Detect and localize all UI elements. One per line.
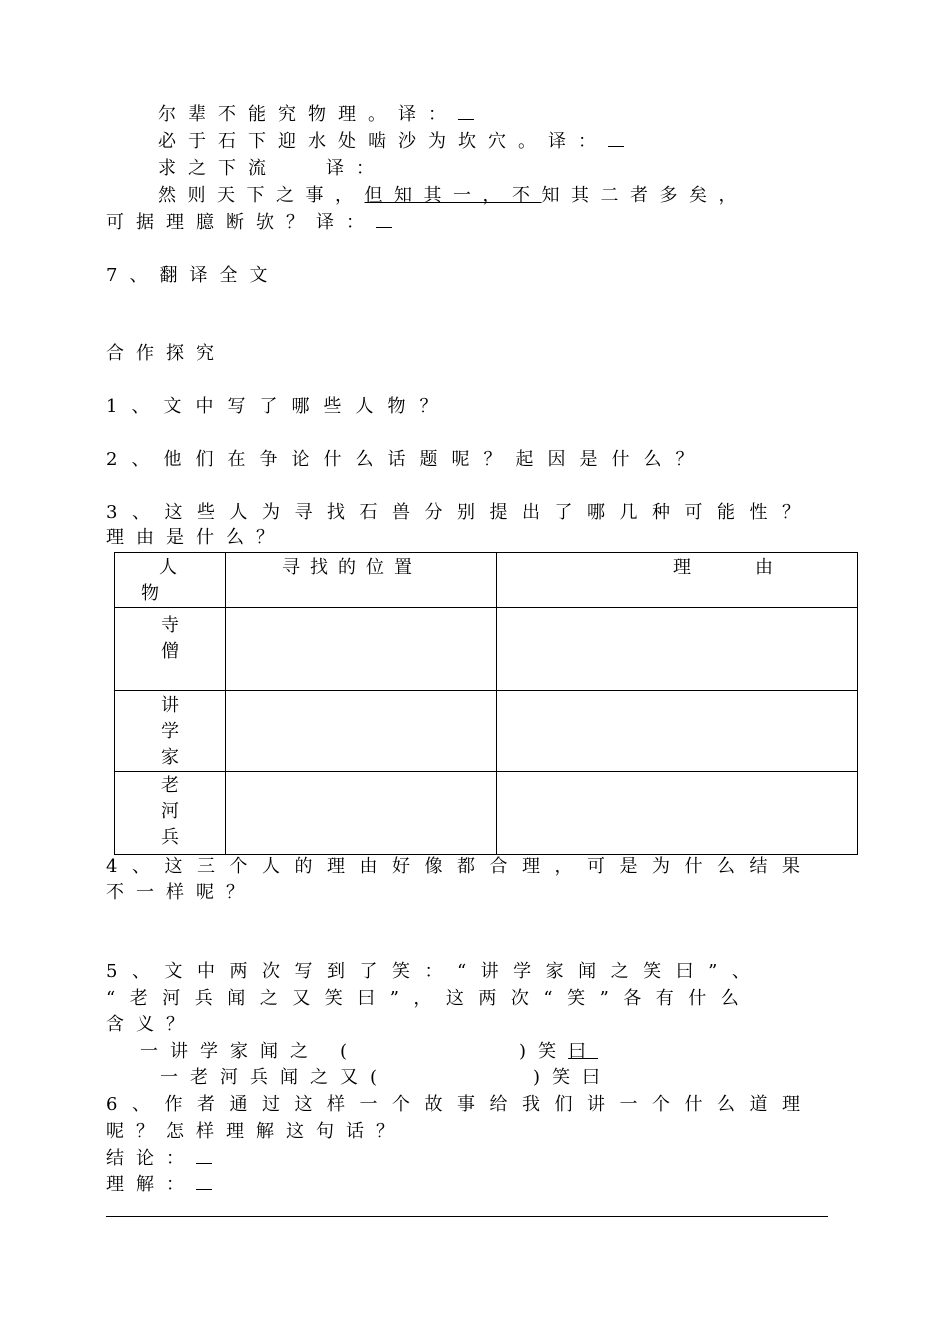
question-5-answer-2: 一老河兵闻之又( )笑曰	[160, 1067, 613, 1088]
question-3-line-2: 理由是什么？	[106, 527, 286, 548]
reasoning-table	[114, 552, 858, 855]
question-1: 1、文中写了哪些人物？	[106, 396, 452, 417]
question-5-line-3: 含义？	[106, 1014, 196, 1035]
translate-line-1: 尔辈不能究物理。译：	[158, 103, 474, 127]
table-row	[115, 772, 858, 855]
cell-reason[interactable]	[497, 608, 858, 691]
table-row	[115, 691, 858, 772]
cell-reason[interactable]	[497, 772, 858, 855]
question-7: 7、翻译全文	[106, 265, 280, 286]
person-old-soldier: 老 河 兵	[115, 772, 226, 855]
translate-line-5: 可据理臆断欤？译：	[106, 211, 392, 235]
footer-rule	[106, 1216, 828, 1217]
question-5-line-1: 5、文中两次写到了笑：“讲学家闻之笑曰”、	[106, 961, 765, 982]
answer-blank[interactable]	[458, 103, 474, 120]
cell-position[interactable]	[226, 691, 497, 772]
question-3-line-1: 3、这些人为寻找石兽分别提出了哪几种可能性？	[106, 502, 815, 523]
answer-blank[interactable]	[376, 211, 392, 228]
header-position: 寻找的位置	[226, 553, 497, 608]
question-5-answer-1: 一讲学家闻之 ( )笑曰	[140, 1041, 599, 1062]
question-2: 2、他们在争论什么话题呢？起因是什么？	[106, 449, 708, 470]
understanding-line: 理解：	[106, 1173, 212, 1197]
cell-position[interactable]	[226, 608, 497, 691]
table-header-row	[115, 553, 858, 608]
question-4-line-2: 不一样呢？	[106, 882, 256, 903]
conclusion-line: 结论：	[106, 1147, 212, 1171]
header-reason: 理 由	[497, 553, 858, 608]
person-scholar: 讲 学 家	[115, 691, 226, 772]
section-title: 合作探究	[106, 343, 226, 364]
answer-blank[interactable]	[196, 1147, 212, 1164]
answer-blank[interactable]	[608, 130, 624, 147]
question-4-line-1: 4、这三个人的理由好像都合理，可是为什么结果	[106, 856, 815, 877]
question-5-line-2: “老河兵闻之又笑曰”，这两次“笑”各有什么	[106, 988, 754, 1009]
translate-line-4: 然则天下之事，但知其一，不知其二者多矣，	[158, 185, 748, 206]
question-6-line-2: 呢？怎样理解这句话？	[106, 1121, 406, 1142]
header-person: 人 物	[115, 553, 226, 608]
cell-position[interactable]	[226, 772, 497, 855]
cell-reason[interactable]	[497, 691, 858, 772]
translate-line-3: 求之下流 译：	[158, 158, 386, 179]
answer-blank[interactable]	[196, 1173, 212, 1190]
translate-line-2: 必于石下迎水处啮沙为坎穴。译：	[158, 130, 624, 154]
table-row	[115, 608, 858, 691]
question-6-line-1: 6、作者通过这样一个故事给我们讲一个什么道理	[106, 1094, 815, 1115]
person-temple-monk: 寺 僧	[115, 608, 226, 691]
